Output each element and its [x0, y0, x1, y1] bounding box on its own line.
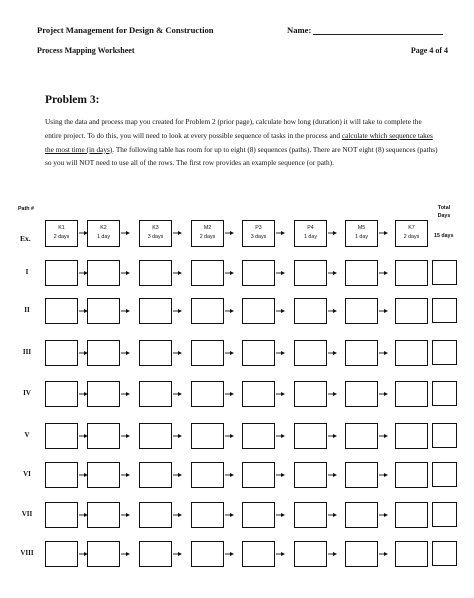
- arrow-icon: [173, 472, 182, 478]
- task-entry-box[interactable]: [345, 381, 378, 407]
- arrow-icon: [276, 551, 285, 557]
- task-id: M2: [203, 225, 212, 231]
- task-entry-box[interactable]: [45, 381, 78, 407]
- task-entry-box[interactable]: [242, 423, 275, 449]
- arrow-icon: [379, 230, 388, 236]
- arrow-icon: [328, 551, 337, 557]
- arrow-icon: [173, 433, 182, 439]
- arrow-icon: [225, 472, 234, 478]
- example-task-box: [345, 220, 378, 247]
- total-header-line1: Total: [437, 205, 451, 211]
- task-duration: 3 days: [147, 234, 164, 240]
- problem-text: [45, 115, 440, 170]
- arrow-icon: [379, 472, 388, 478]
- path-header: Path #: [18, 206, 34, 212]
- arrow-icon: [276, 472, 285, 478]
- task-entry-box[interactable]: [191, 502, 224, 528]
- total-days-box[interactable]: [432, 381, 457, 406]
- arrow-icon: [121, 270, 130, 276]
- arrow-icon: [225, 512, 234, 518]
- task-entry-box[interactable]: [191, 423, 224, 449]
- name-label: Name:: [287, 25, 312, 35]
- arrow-icon: [225, 391, 234, 397]
- arrow-icon: [276, 433, 285, 439]
- example-total: 15 days: [434, 233, 454, 239]
- task-entry-box[interactable]: [242, 541, 275, 567]
- arrow-icon: [328, 270, 337, 276]
- example-task-box: [242, 220, 275, 247]
- task-entry-box[interactable]: [45, 423, 78, 449]
- name-line[interactable]: [313, 27, 443, 35]
- task-entry-box[interactable]: [87, 298, 120, 324]
- task-entry-box[interactable]: [345, 423, 378, 449]
- task-entry-box[interactable]: [294, 502, 327, 528]
- task-entry-box[interactable]: [294, 340, 327, 366]
- path-row-label: VI: [23, 470, 31, 478]
- task-entry-box[interactable]: [139, 423, 172, 449]
- task-duration: 1 day: [97, 234, 110, 240]
- task-entry-box[interactable]: [395, 541, 428, 567]
- arrow-icon: [173, 391, 182, 397]
- task-entry-box[interactable]: [395, 340, 428, 366]
- task-id: P4: [307, 225, 314, 231]
- task-entry-box[interactable]: [139, 298, 172, 324]
- arrow-icon: [379, 270, 388, 276]
- task-entry-box[interactable]: [242, 381, 275, 407]
- task-entry-box[interactable]: [395, 381, 428, 407]
- task-entry-box[interactable]: [294, 298, 327, 324]
- task-entry-box[interactable]: [87, 260, 120, 286]
- task-duration: 1 day: [355, 234, 368, 240]
- path-row-label: V: [24, 431, 30, 439]
- task-entry-box[interactable]: [139, 541, 172, 567]
- arrow-icon: [225, 350, 234, 356]
- example-task-box: [139, 220, 172, 247]
- arrow-icon: [328, 512, 337, 518]
- task-duration: 2 days: [199, 234, 216, 240]
- arrow-icon: [173, 270, 182, 276]
- total-header-line2: Days: [437, 212, 451, 219]
- example-task-box: [45, 220, 78, 247]
- arrow-icon: [225, 270, 234, 276]
- arrow-icon: [328, 391, 337, 397]
- arrow-icon: [276, 391, 285, 397]
- arrow-icon: [379, 512, 388, 518]
- arrow-icon: [276, 270, 285, 276]
- task-id: K2: [100, 225, 107, 231]
- task-duration: 2 days: [53, 234, 70, 240]
- arrow-icon: [328, 230, 337, 236]
- task-entry-box[interactable]: [139, 381, 172, 407]
- arrow-icon: [328, 433, 337, 439]
- arrow-icon: [276, 230, 285, 236]
- total-days-box[interactable]: [432, 541, 457, 566]
- arrow-icon: [121, 391, 130, 397]
- example-row-label: Ex.: [20, 234, 31, 243]
- task-entry-box[interactable]: [345, 298, 378, 324]
- task-entry-box[interactable]: [87, 541, 120, 567]
- task-entry-box[interactable]: [345, 541, 378, 567]
- arrow-icon: [276, 350, 285, 356]
- task-entry-box[interactable]: [87, 381, 120, 407]
- problem-title: Problem 3:: [45, 94, 100, 106]
- arrow-icon: [121, 551, 130, 557]
- arrow-icon: [328, 472, 337, 478]
- task-entry-box[interactable]: [87, 462, 120, 488]
- task-entry-box[interactable]: [242, 340, 275, 366]
- arrow-icon: [173, 308, 182, 314]
- arrow-icon: [225, 230, 234, 236]
- arrow-icon: [276, 512, 285, 518]
- task-entry-box[interactable]: [191, 541, 224, 567]
- task-entry-box[interactable]: [345, 462, 378, 488]
- task-entry-box[interactable]: [87, 423, 120, 449]
- task-id: M5: [357, 225, 366, 231]
- total-days-box[interactable]: [432, 260, 457, 285]
- task-entry-box[interactable]: [191, 340, 224, 366]
- task-id: K7: [408, 225, 415, 231]
- task-entry-box[interactable]: [45, 462, 78, 488]
- task-entry-box[interactable]: [139, 502, 172, 528]
- task-entry-box[interactable]: [191, 260, 224, 286]
- arrow-icon: [173, 512, 182, 518]
- task-entry-box[interactable]: [45, 260, 78, 286]
- task-entry-box[interactable]: [45, 340, 78, 366]
- task-entry-box[interactable]: [242, 298, 275, 324]
- task-entry-box[interactable]: [242, 260, 275, 286]
- task-entry-box[interactable]: [139, 462, 172, 488]
- example-task-box: [87, 220, 120, 247]
- task-entry-box[interactable]: [87, 340, 120, 366]
- arrow-icon: [121, 512, 130, 518]
- arrow-icon: [379, 350, 388, 356]
- path-row-label: II: [24, 306, 30, 314]
- path-row-label: IV: [23, 389, 31, 397]
- example-task-box: [395, 220, 428, 247]
- path-row-label: VII: [21, 510, 33, 518]
- task-entry-box[interactable]: [345, 340, 378, 366]
- task-entry-box[interactable]: [395, 423, 428, 449]
- task-id: K1: [58, 225, 65, 231]
- course-title: Project Management for Design & Construction: [37, 25, 214, 35]
- total-days-box[interactable]: [432, 340, 457, 365]
- arrow-icon: [379, 308, 388, 314]
- task-entry-box[interactable]: [45, 298, 78, 324]
- problem-text-underlined: calculate which sequence takes the most time (in days): [45, 130, 433, 154]
- arrow-icon: [173, 230, 182, 236]
- path-row-label: I: [25, 268, 29, 276]
- task-entry-box[interactable]: [395, 502, 428, 528]
- path-row-label: VIII: [20, 549, 34, 557]
- task-entry-box[interactable]: [345, 502, 378, 528]
- total-days-box[interactable]: [432, 423, 457, 448]
- name-field[interactable]: [287, 25, 443, 35]
- task-entry-box[interactable]: [139, 260, 172, 286]
- task-entry-box[interactable]: [294, 381, 327, 407]
- arrow-icon: [328, 308, 337, 314]
- task-entry-box[interactable]: [395, 298, 428, 324]
- task-entry-box[interactable]: [242, 502, 275, 528]
- page-number: Page 4 of 4: [410, 46, 448, 55]
- arrow-icon: [121, 472, 130, 478]
- task-entry-box[interactable]: [191, 381, 224, 407]
- total-days-box[interactable]: [432, 462, 457, 487]
- task-entry-box[interactable]: [45, 541, 78, 567]
- task-entry-box[interactable]: [191, 462, 224, 488]
- task-entry-box[interactable]: [294, 462, 327, 488]
- task-duration: 2 days: [403, 234, 420, 240]
- arrow-icon: [379, 551, 388, 557]
- problem-text-part1: Using the data and process map you created for Problem 2 (prior page), calculate how long (duration) it will take to complete the entire project. To do this, you will need to look at every possible sequence of tasks in the process and: [45, 117, 422, 140]
- path-row-label: III: [22, 348, 32, 356]
- task-entry-box[interactable]: [395, 462, 428, 488]
- arrow-icon: [225, 551, 234, 557]
- arrow-icon: [379, 391, 388, 397]
- task-entry-box[interactable]: [294, 423, 327, 449]
- task-entry-box[interactable]: [191, 298, 224, 324]
- arrow-icon: [379, 433, 388, 439]
- task-entry-box[interactable]: [45, 502, 78, 528]
- task-entry-box[interactable]: [139, 340, 172, 366]
- task-entry-box[interactable]: [345, 260, 378, 286]
- example-task-box: [191, 220, 224, 247]
- arrow-icon: [121, 433, 130, 439]
- arrow-icon: [328, 350, 337, 356]
- task-entry-box[interactable]: [294, 260, 327, 286]
- arrow-icon: [173, 350, 182, 356]
- total-days-box[interactable]: [432, 298, 457, 323]
- task-entry-box[interactable]: [242, 462, 275, 488]
- total-days-header: [432, 205, 456, 220]
- total-days-box[interactable]: [432, 502, 457, 527]
- task-id: P3: [255, 225, 262, 231]
- example-task-box: [294, 220, 327, 247]
- arrow-icon: [121, 230, 130, 236]
- arrow-icon: [121, 308, 130, 314]
- task-entry-box[interactable]: [395, 260, 428, 286]
- problem-text-part2: . The following table has room for up to eight (8) sequences (paths). There are NOT eight (8) sequences (paths) so you will NOT need to use all of the rows. The first row provides an example sequence (or path).: [45, 144, 438, 168]
- arrow-icon: [225, 433, 234, 439]
- task-duration: 1 day: [304, 234, 317, 240]
- worksheet-title: Process Mapping Worksheet: [37, 46, 135, 55]
- arrow-icon: [225, 308, 234, 314]
- task-duration: 3 days: [250, 234, 267, 240]
- arrow-icon: [121, 350, 130, 356]
- arrow-icon: [276, 308, 285, 314]
- task-entry-box[interactable]: [87, 502, 120, 528]
- task-entry-box[interactable]: [294, 541, 327, 567]
- arrow-icon: [173, 551, 182, 557]
- task-id: K3: [152, 225, 159, 231]
